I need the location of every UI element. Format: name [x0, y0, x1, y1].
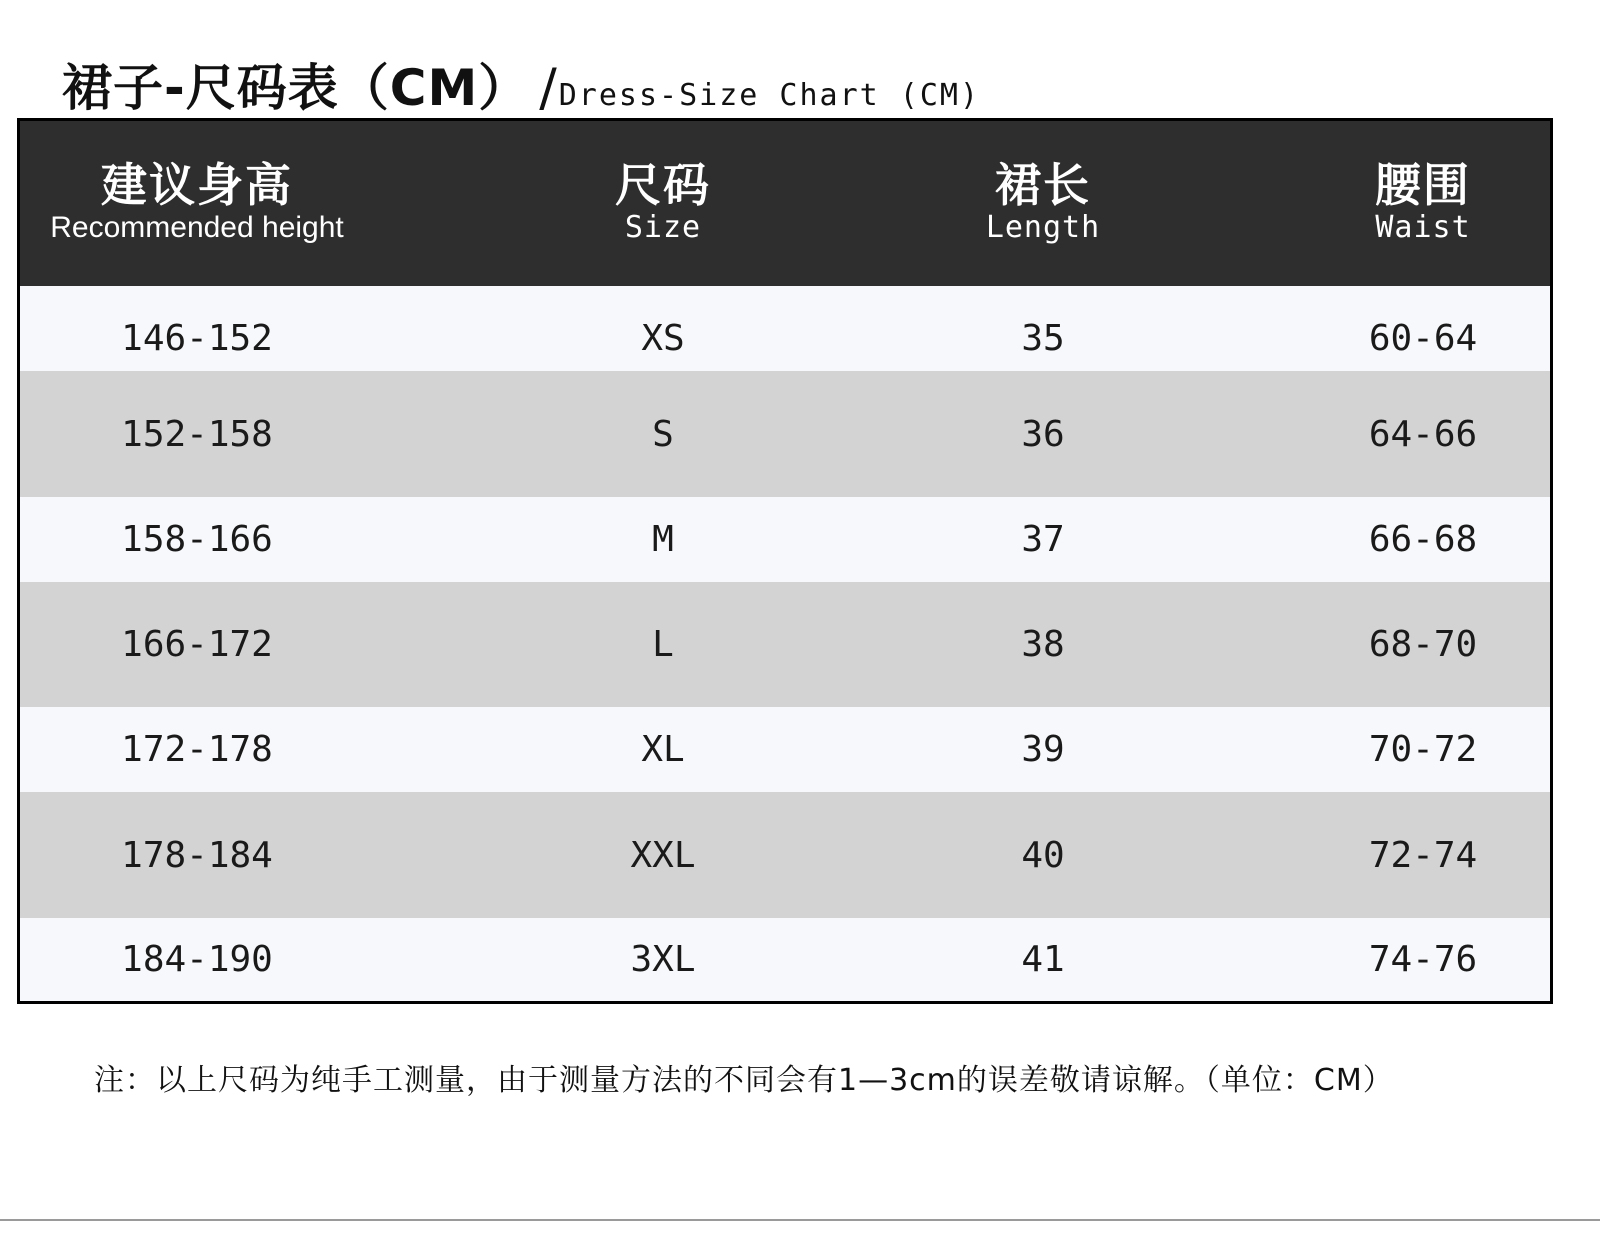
cell-waist: 72-74: [1368, 834, 1478, 876]
cell-length: 40: [1021, 834, 1065, 876]
table-row: [20, 371, 1550, 497]
table-row: [20, 582, 1550, 707]
header-label-en: Size: [624, 210, 702, 245]
header-label-en: Recommended height: [50, 211, 344, 244]
header-label-en: Length: [985, 210, 1101, 245]
cell-waist: 70-72: [1368, 729, 1478, 770]
cell-waist: 68-70: [1368, 624, 1478, 665]
cell-height: 146-152: [121, 318, 273, 359]
cell-length: 38: [1021, 624, 1065, 665]
cell-size: 3XL: [630, 939, 696, 980]
title-separator: /: [539, 58, 557, 118]
cell-waist: 74-76: [1368, 939, 1478, 980]
header-label-cn: 腰围: [1375, 158, 1471, 212]
header-recommended-height: [50, 159, 344, 245]
header-length: [986, 159, 1100, 245]
cell-height: 166-172: [121, 624, 273, 665]
measurement-note: 注：以上尺码为纯手工测量，由于测量方法的不同会有1—3cm的误差敬请谅解。（单位：CM）: [94, 1063, 1394, 1098]
table-row: [20, 792, 1550, 918]
title-chinese: 裙子-尺码表（CM）: [62, 59, 530, 117]
cell-waist: 64-66: [1368, 413, 1478, 455]
cell-length: 39: [1021, 729, 1065, 770]
cell-size: XS: [641, 318, 685, 359]
header-label-cn: 尺码: [615, 158, 711, 212]
cell-size: S: [652, 413, 674, 455]
cell-height: 172-178: [121, 729, 273, 770]
cell-length: 35: [1021, 318, 1065, 359]
table-row: [20, 707, 1550, 792]
cell-size: XL: [641, 729, 685, 770]
header-label-cn: 建议身高: [100, 158, 293, 212]
header-size: [615, 159, 711, 245]
cell-height: 184-190: [121, 939, 273, 980]
table-row: [20, 497, 1550, 582]
cell-waist: 60-64: [1368, 318, 1478, 359]
table-row: [20, 918, 1550, 1001]
bottom-divider: [0, 1219, 1600, 1221]
size-chart-table: [17, 118, 1553, 1004]
title-english: Dress-Size Chart (CM): [558, 78, 981, 113]
cell-length: 41: [1021, 939, 1065, 980]
cell-height: 152-158: [121, 413, 273, 455]
cell-height: 158-166: [121, 519, 273, 560]
header-waist: [1375, 159, 1471, 245]
cell-size: XXL: [630, 834, 696, 876]
cell-length: 36: [1021, 413, 1065, 455]
cell-length: 37: [1021, 519, 1065, 560]
cell-height: 178-184: [121, 834, 273, 876]
table-header: [20, 121, 1550, 286]
page-title: [62, 48, 980, 118]
cell-size: M: [652, 519, 674, 560]
header-label-en: Waist: [1375, 210, 1471, 245]
cell-size: L: [652, 624, 674, 665]
cell-waist: 66-68: [1368, 519, 1478, 560]
header-label-cn: 裙长: [995, 158, 1091, 212]
